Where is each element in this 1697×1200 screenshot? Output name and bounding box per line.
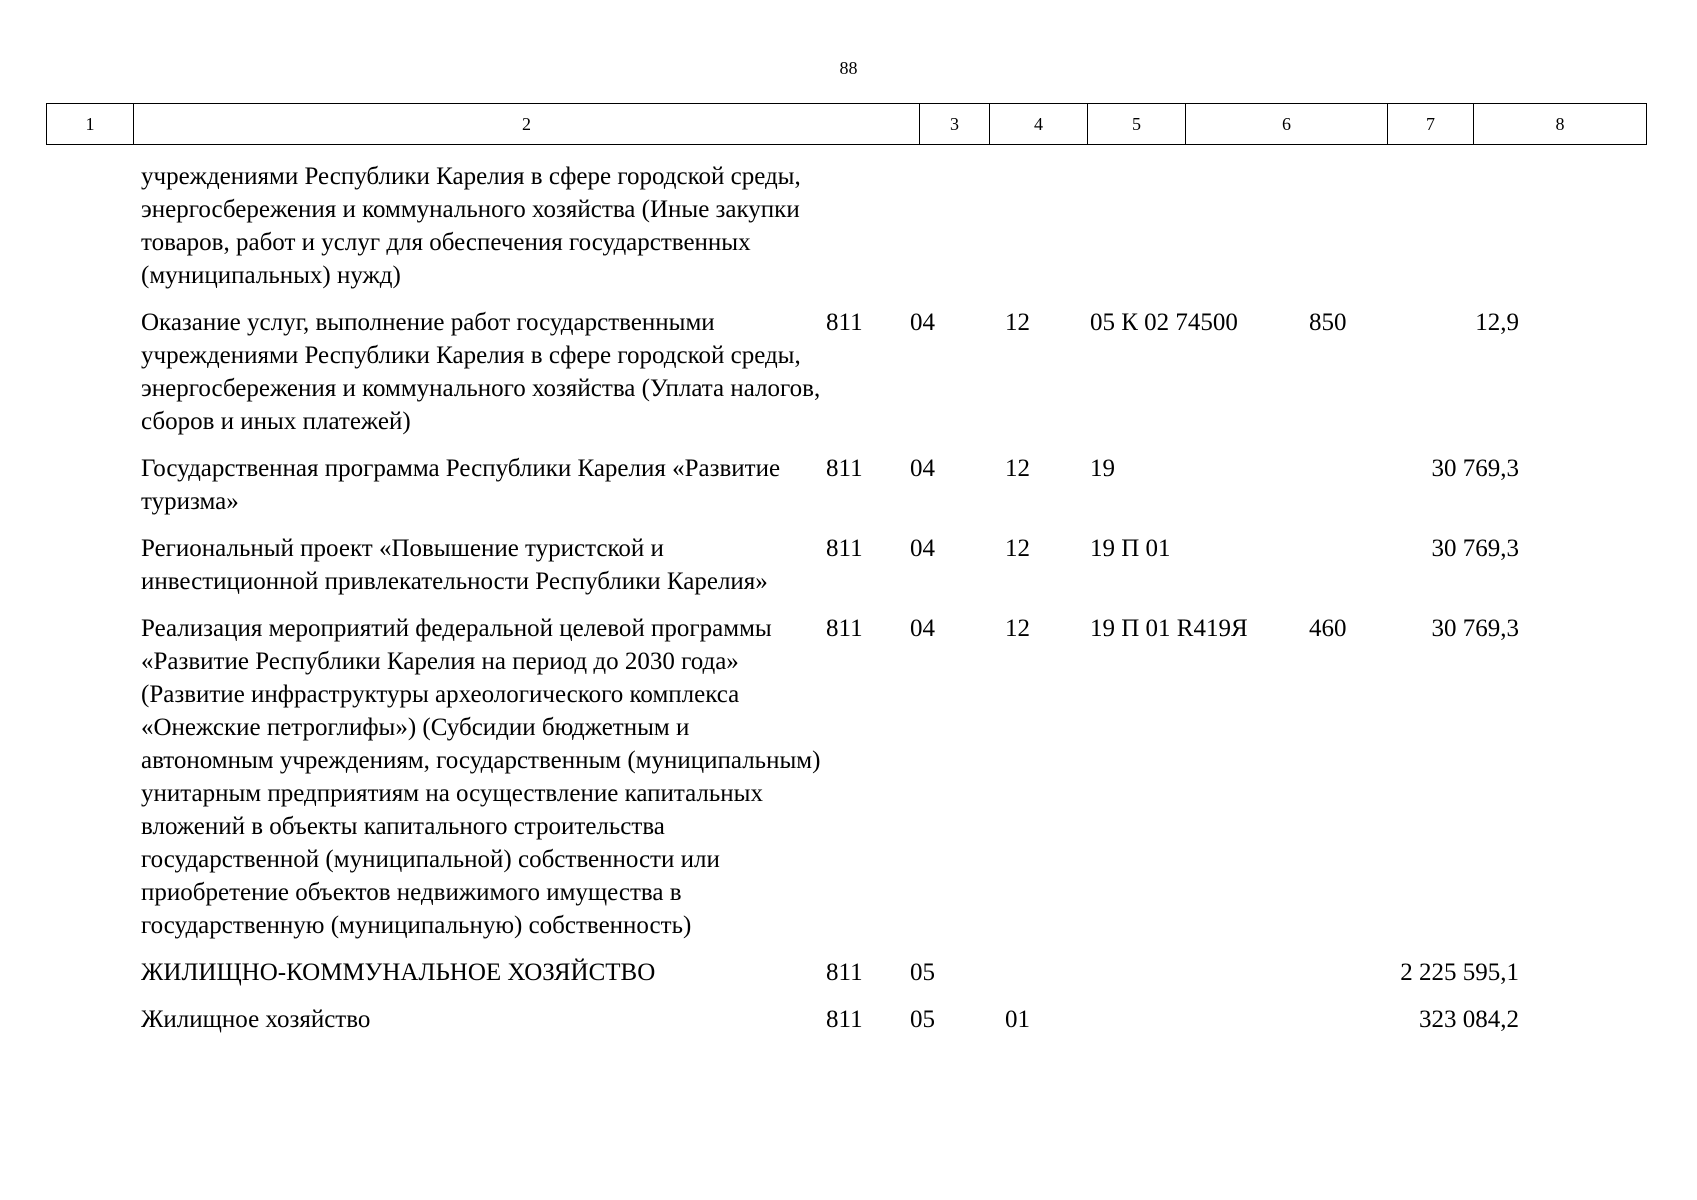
row-amount: 12,9 [1475,309,1519,336]
row-section-code: 04 [910,455,935,482]
table-row [46,1003,1646,1036]
row-section-code: 04 [910,615,935,642]
row-name: учреждениями Республики Карелия в сфере городской среды, энергосбережения и коммунального хозяйства (Иные закупки товаров, работ и услуг для обеспечения государственных (муниципальных) нужд) [141,163,801,289]
row-gr-code: 811 [826,309,863,336]
row-expense-type: 850 [1309,309,1347,336]
row-amount: 30 769,3 [1431,455,1519,482]
table-row [46,612,1646,942]
row-name: Реализация мероприятий федеральной целевой программы «Развитие Республики Карелия на период до 2030 года» (Развитие инфраструктуры археологического комплекса «Онежские петроглифы») (Субсидии бюджетным и автономным учреждениям, государственным (муниципальным) унитарным предприятиям на осуществление капитальных вложений в объекты капитального строительства государственной (муниципальной) собственности или приобретение объектов недвижимого имущества в государственную (муниципальную) собственность) [141,615,821,939]
column-header-2: 2 [134,104,920,145]
column-header-1: 1 [47,104,134,145]
row-section-code: 05 [910,1006,935,1033]
table-row [46,160,1646,292]
row-gr-code: 811 [826,1006,863,1033]
row-gr-code: 811 [826,455,863,482]
row-amount: 2 225 595,1 [1400,959,1519,986]
row-amount: 30 769,3 [1431,615,1519,642]
row-target-article: 19 [1090,455,1115,482]
row-name: Оказание услуг, выполнение работ государственными учреждениями Республики Карелия в сфере городской среды, энергосбережения и коммунального хозяйства (Уплата налогов, сборов и иных платежей) [141,309,821,435]
column-number-header [46,103,1647,145]
column-header-3: 3 [920,104,990,145]
column-header-6: 6 [1186,104,1388,145]
column-header-7: 7 [1388,104,1474,145]
row-section-code: 04 [910,309,935,336]
row-amount: 323 084,2 [1419,1006,1519,1033]
row-amount: 30 769,3 [1431,535,1519,562]
row-name: Государственная программа Республики Карелия «Развитие туризма» [141,455,781,515]
row-name: ЖИЛИЩНО-КОММУНАЛЬНОЕ ХОЗЯЙСТВО [141,959,656,986]
row-gr-code: 811 [826,959,863,986]
row-target-article: 19 П 01 R419Я [1090,615,1248,642]
column-header-5: 5 [1088,104,1186,145]
row-subsection-code: 12 [1005,455,1030,482]
column-header-8: 8 [1474,104,1647,145]
row-name: Региональный проект «Повышение туристской и инвестиционной привлекательности Республики Карелия» [141,535,768,595]
table-row [46,532,1646,598]
row-gr-code: 811 [826,615,863,642]
row-subsection-code: 12 [1005,535,1030,562]
row-target-article: 19 П 01 [1090,535,1171,562]
table-row [46,956,1646,989]
row-name: Жилищное хозяйство [141,1006,371,1033]
row-section-code: 05 [910,959,935,986]
row-subsection-code: 12 [1005,309,1030,336]
row-gr-code: 811 [826,535,863,562]
row-target-article: 05 К 02 74500 [1090,309,1238,336]
row-subsection-code: 12 [1005,615,1030,642]
page-number: 88 [839,58,858,78]
row-subsection-code: 01 [1005,1006,1030,1033]
column-header-4: 4 [990,104,1088,145]
budget-rows [46,160,1646,1050]
table-row [46,452,1646,518]
row-section-code: 04 [910,535,935,562]
row-expense-type: 460 [1309,615,1347,642]
table-row [46,306,1646,438]
